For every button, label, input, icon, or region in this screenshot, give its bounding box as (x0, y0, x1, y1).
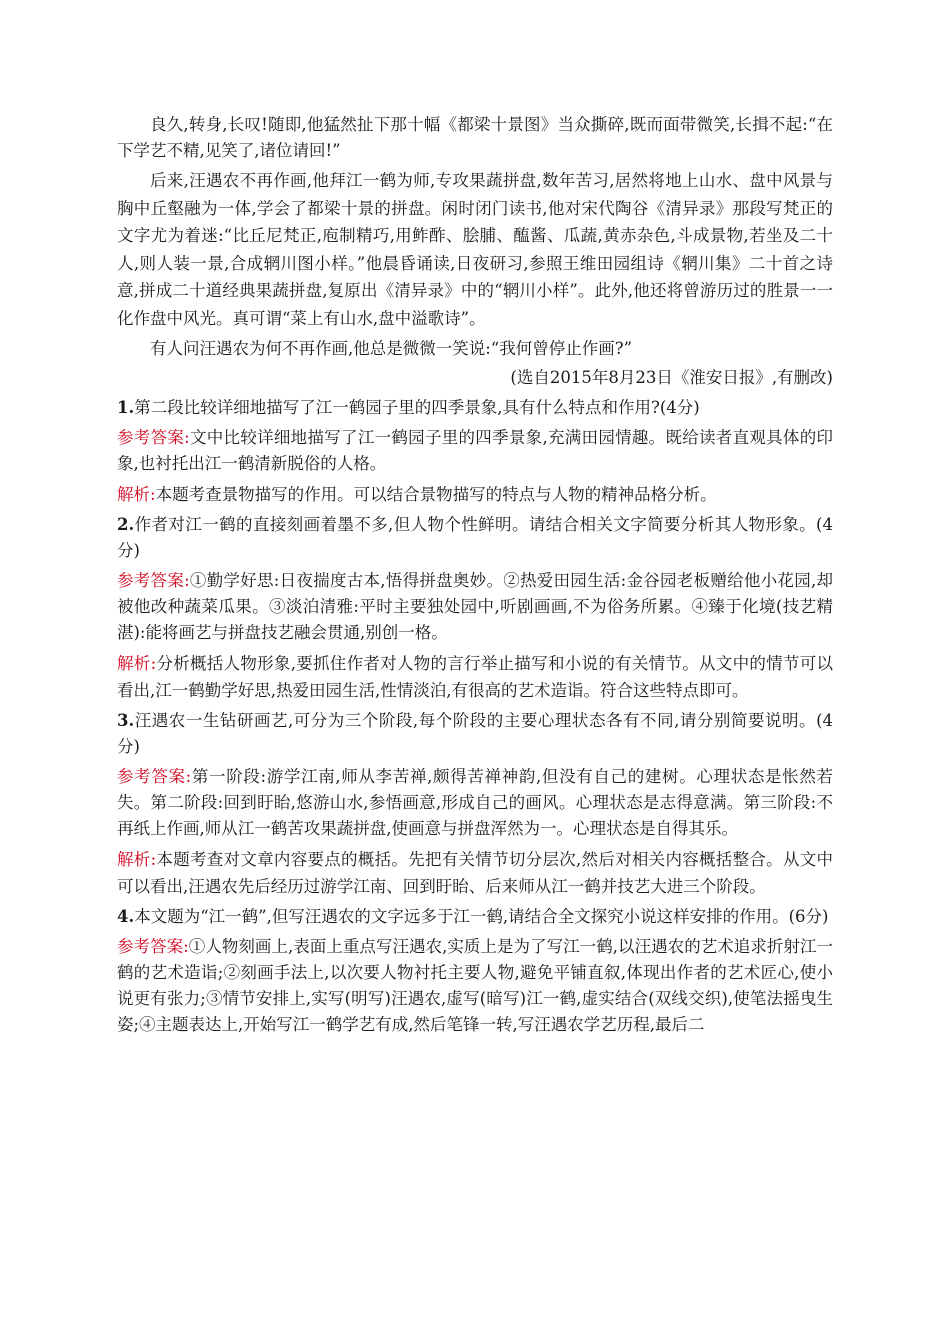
answer (117, 764, 833, 842)
explanation-label: 解析: (117, 485, 156, 504)
answer (117, 568, 833, 646)
question-text (117, 512, 833, 564)
question-text (117, 708, 833, 760)
answer-text: ①人物刻画上,表面上重点写汪遇农,实质上是为了写江一鹤,以汪遇农的艺术追求折射江一鹤的艺术造诣;②刻画手法上,以次要人物衬托主要人物,避免平铺直叙,体现出作者的艺术匠心,使小说更有张力;③情节安排上,实写(明写)汪遇农,虚写(暗写)江一鹤,虚实结合(双线交织),使笔法摇曳生姿;④主题表达上,开始写江一鹤学艺有成,然后笔锋一转,写汪遇农学艺历程,最后二 (117, 937, 833, 1034)
question-prompt: 第二段比较详细地描写了江一鹤园子里的四季景象,具有什么特点和作用?(4分) (134, 398, 700, 417)
question-number: 4. (117, 907, 135, 926)
article-source: (选自2015年8月23日《淮安日报》,有删改) (510, 368, 833, 387)
explanation-text: 本题考查景物描写的作用。可以结合景物描写的特点与人物的精神品格分析。 (155, 485, 717, 504)
question-number: 2. (117, 515, 135, 534)
answer-text: ①勤学好思:日夜揣度古本,悟得拼盘奥妙。②热爱田园生活:金谷园老板赠给他小花园,却被他改种蔬菜瓜果。③淡泊清雅:平时主要独处园中,听剧画画,不为俗务所累。④臻于化境(技艺精湛):能将画艺与拼盘技艺融会贯通,别创一格。 (117, 571, 833, 642)
question-text (117, 395, 833, 421)
question-prompt: 汪遇农一生钻研画艺,可分为三个阶段,每个阶段的主要心理状态各有不同,请分别简要说明。(4分) (117, 711, 833, 756)
answer-label: 参考答案: (117, 571, 190, 590)
answer-label: 参考答案: (117, 937, 189, 956)
question-2 (117, 512, 833, 704)
article-paragraph-3: 有人问汪遇农为何不再作画,他总是微微一笑说:“我何曾停止作画?” (150, 339, 633, 358)
question-3 (117, 708, 833, 900)
explanation-label: 解析: (117, 850, 157, 869)
question-4 (117, 904, 833, 1038)
explanation (117, 481, 833, 508)
answer-label: 参考答案: (117, 767, 192, 786)
answer-text: 第一阶段:游学江南,师从李苦禅,颇得苦禅神韵,但没有自己的建树。心理状态是怅然若失。第二阶段:回到盱眙,悠游山水,参悟画意,形成自己的画风。心理状态是志得意满。第三阶段:不再纸上作画,师从江一鹤苦攻果蔬拼盘,使画意与拼盘浑然为一。心理状态是自得其乐。 (117, 767, 834, 838)
explanation (117, 650, 833, 704)
question-text (117, 904, 833, 930)
question-number: 1. (117, 398, 135, 417)
explanation-label: 解析: (117, 654, 157, 673)
answer-label: 参考答案: (117, 428, 190, 447)
answer-text: 文中比较详细地描写了江一鹤园子里的四季景象,充满田园情趣。既给读者直观具体的印象,也衬托出江一鹤清新脱俗的人格。 (117, 428, 834, 473)
document-page (117, 112, 833, 1038)
question-1 (117, 395, 833, 508)
answer (117, 934, 833, 1038)
explanation-text: 分析概括人物形象,要抓住作者对人物的言行举止描写和小说的有关情节。从文中的情节可以看出,江一鹤勤学好思,热爱田园生活,性情淡泊,有很高的艺术造诣。符合这些特点即可。 (117, 654, 834, 700)
question-prompt: 作者对江一鹤的直接刻画着墨不多,但人物个性鲜明。请结合相关文字简要分析其人物形象。(4分) (117, 515, 833, 560)
explanation-text: 本题考查对文章内容要点的概括。先把有关情节切分层次,然后对相关内容概括整合。从文中可以看出,汪遇农先后经历过游学江南、回到盱眙、后来师从江一鹤并技艺大进三个阶段。 (117, 850, 834, 896)
question-number: 3. (117, 711, 135, 730)
explanation (117, 846, 833, 900)
answer (117, 425, 833, 477)
article-paragraph-1: 良久,转身,长叹!随即,他猛然扯下那十幅《都梁十景图》当众撕碎,既而面带微笑,长揖不起:“在下学艺不精,见笑了,诸位请回!” (117, 115, 833, 160)
question-prompt: 本文题为“江一鹤”,但写汪遇农的文字远多于江一鹤,请结合全文探究小说这样安排的作用。(6分) (134, 907, 829, 926)
article-paragraph-2: 后来,汪遇农不再作画,他拜江一鹤为师,专攻果蔬拼盘,数年苦习,居然将地上山水、盘中风景与胸中丘壑融为一体,学会了都梁十景的拼盘。闲时闭门读书,他对宋代陶谷《清异录》那段写梵正的文字尤为着迷:“比丘尼梵正,庖制精巧,用鲊酢、脍脯、醢酱、瓜蔬,黄赤杂色,斗成景物,若坐及二十人,则人装一景,合成辋川图小样。”他晨昏诵读,日夜研习,参照王维田园组诗《辋川集》二十首之诗意,拼成二十道经典果蔬拼盘,复原出《清异录》中的“辋川小样”。此外,他还将曾游历过的胜景一一化作盘中风光。真可谓“菜上有山水,盘中溢歌诗”。 (117, 171, 834, 328)
